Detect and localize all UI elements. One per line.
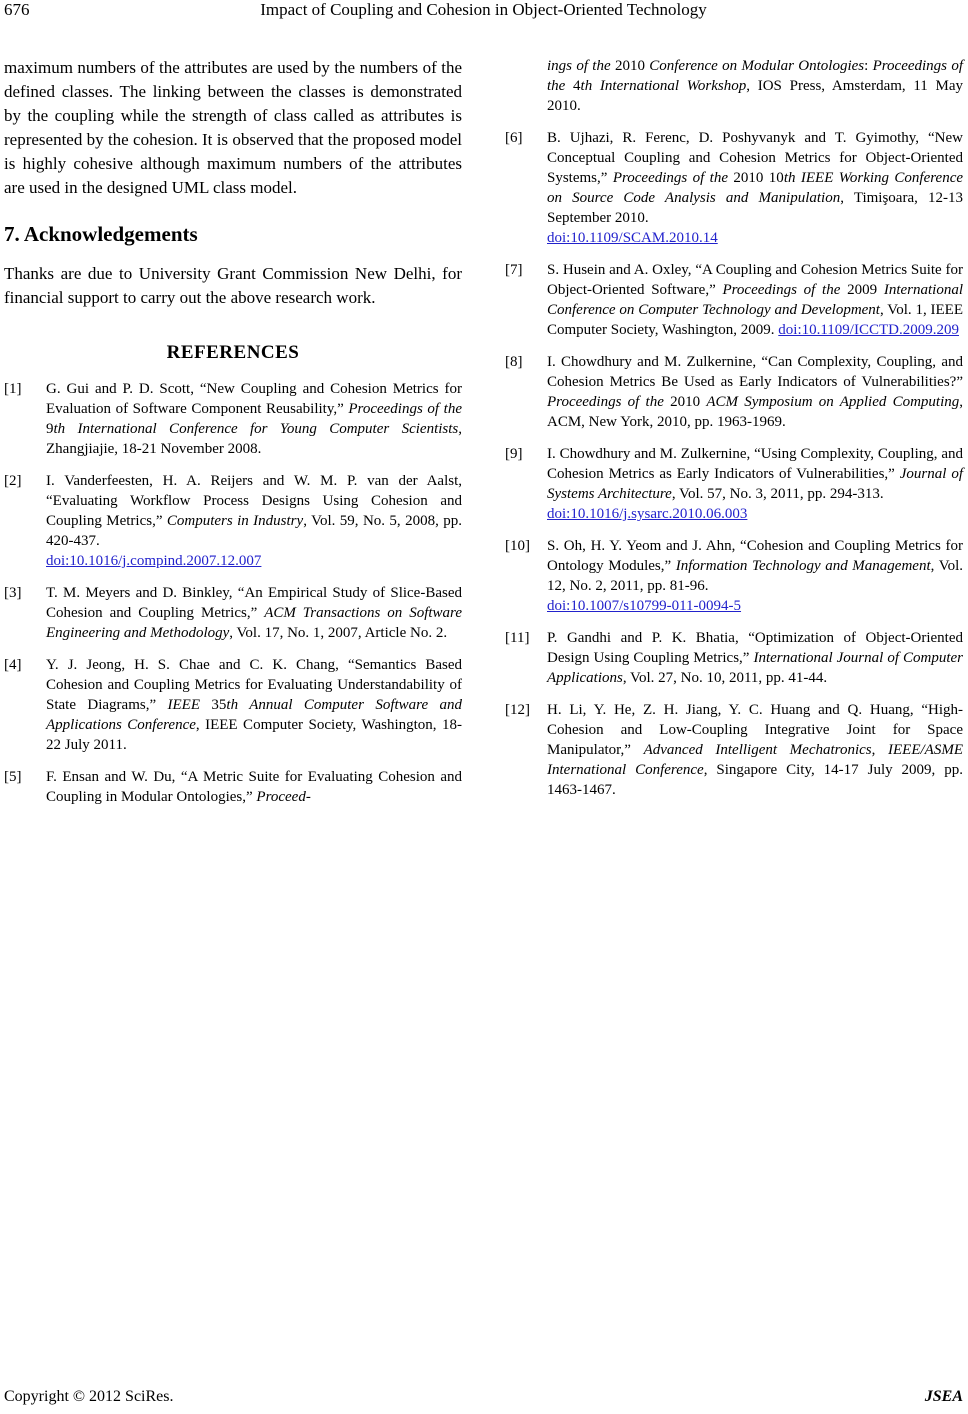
italic-text: IEEE/ASME International Conference	[547, 742, 963, 778]
plain-text: T. M. Meyers and D. Binkley, “An Empirical Study of Slice-Based Cohesion and Coupling Metrics,”	[46, 585, 462, 621]
plain-text: , IEEE Computer Society, Washington, 18-22 July 2011.	[46, 717, 462, 753]
reference-item	[4, 767, 462, 807]
italic-text: International Conference on Computer Technology and Development	[547, 282, 963, 318]
reference-text	[46, 379, 462, 459]
reference-text	[46, 471, 462, 571]
italic-text: th IEEE Working Conference on Source Code Analysis and Manipulation	[547, 170, 964, 206]
italic-text: Conference on Modular Ontologies	[649, 58, 865, 74]
plain-text: S. Oh, H. Y. Yeom and J. Ahn, “Cohesion and Coupling Metrics for Ontology Modules,”	[547, 538, 963, 574]
italic-text: Computers in Industry	[166, 513, 304, 529]
reference-item	[505, 260, 963, 340]
reference-item	[505, 536, 963, 616]
italic-text: IEEE	[167, 697, 212, 713]
reference-text	[547, 536, 963, 616]
plain-text: , Zhangjiajie, 18-21 November 2008.	[46, 421, 462, 457]
italic-text: ings of the	[547, 58, 615, 74]
plain-text: 2010	[614, 58, 650, 74]
plain-text: , Vol. 1, IEEE Computer Society, Washington, 2009.	[547, 302, 964, 338]
plain-text: , Vol. 12, No. 2, 2011, pp. 81-96.	[547, 558, 964, 594]
left-column	[4, 56, 462, 819]
reference-continuation	[505, 56, 963, 116]
plain-text: F. Ensan and W. Du, “A Metric Suite for Evaluating Cohesion and Coupling in Modular Ontologies,”	[46, 769, 462, 805]
plain-text: 2010	[670, 394, 707, 410]
reference-number: [11]	[505, 630, 530, 646]
doi-link[interactable]: doi:10.1016/j.compind.2007.12.007	[46, 553, 262, 569]
doi-link[interactable]: doi:10.1109/SCAM.2010.14	[547, 230, 718, 246]
reference-text	[46, 583, 462, 643]
italic-text: Proceedings of the	[348, 401, 462, 417]
plain-text: H. Li, Y. He, Z. H. Jiang, Y. C. Huang and Q. Huang, “High-Cohesion and Low-Coupling Integrative Joint for Space Manipulator,”	[547, 702, 963, 758]
plain-text: G. Gui and P. D. Scott, “New Coupling and Cohesion Metrics for Evaluation of Software Component Reusability,”	[46, 381, 462, 417]
plain-text: 4	[573, 78, 581, 94]
plain-text: , Vol. 17, No. 1, 2007, Article No. 2.	[229, 625, 448, 641]
reference-number: [3]	[4, 585, 22, 601]
reference-item	[505, 128, 963, 248]
running-title: Impact of Coupling and Cohesion in Object-Oriented Technology	[260, 0, 707, 19]
plain-text: , Vol. 57, No. 3, 2011, pp. 294-313.	[671, 486, 884, 502]
plain-text: , Timişoara, 12-13 September 2010.	[547, 190, 963, 226]
reference-number: [9]	[505, 446, 523, 462]
plain-text: :	[864, 58, 873, 74]
right-column	[505, 56, 963, 819]
reference-text	[547, 260, 963, 340]
reference-item	[505, 444, 963, 524]
intro-paragraph: maximum numbers of the attributes are used by the numbers of the defined classes. The linking between the classes is demonstrated by the coupling while the strength of class called as attributes is represented by the cohesion. It is observed that the proposed model is highly cohesive although maximum numbers of the attributes are used in the designed UML class model.	[4, 58, 462, 197]
acknowledgements-heading: 7. Acknowledgements	[4, 222, 198, 246]
reference-item	[4, 379, 462, 459]
plain-text: , Vol. 59, No. 5, 2008, pp. 420-437.	[46, 513, 462, 549]
italic-text: th International Conference for Young Computer Scientists	[53, 421, 459, 437]
italic-text: Proceed-	[256, 789, 311, 805]
italic-text: ACM Transactions on Software Engineering and Methodology	[46, 605, 462, 641]
italic-text: th International Workshop	[580, 78, 747, 94]
copyright-notice: Copyright © 2012 SciRes.	[4, 1388, 174, 1405]
references-list-left	[4, 379, 462, 807]
reference-number: [12]	[505, 702, 530, 718]
italic-text: Journal of Systems Architecture	[547, 466, 963, 502]
reference-text	[547, 444, 963, 524]
reference-number: [6]	[505, 130, 523, 146]
acknowledgements-paragraph: Thanks are due to University Grant Commission New Delhi, for financial support to carry out the above research work.	[4, 264, 462, 307]
reference-number: [8]	[505, 354, 523, 370]
reference-text	[547, 128, 963, 248]
plain-text: B. Ujhazi, R. Ferenc, D. Poshyvanyk and T. Gyimothy, “New Conceptual Coupling and Cohesion Metrics for Object-Oriented Systems,”	[547, 130, 963, 186]
plain-text: 35	[211, 697, 227, 713]
plain-text: , Singapore City, 14-17 July 2009, pp. 1463-1467.	[547, 762, 963, 798]
two-column-layout	[4, 56, 963, 819]
plain-text: , Vol. 27, No. 10, 2011, pp. 41-44.	[622, 670, 828, 686]
italic-text: International Journal of Computer Applications	[547, 650, 963, 686]
plain-text: I. Chowdhury and M. Zulkernine, “Using Complexity, Coupling, and Cohesion Metrics as Early Indicators of Vulnerabilities,”	[547, 446, 963, 482]
reference-text	[547, 628, 963, 688]
plain-text: , IOS Press, Amsterdam, 11 May 2010.	[547, 78, 964, 114]
reference-text	[46, 655, 462, 755]
reference-number: [1]	[4, 381, 22, 397]
plain-text: P. Gandhi and P. K. Bhatia, “Optimization of Object-Oriented Design Using Coupling Metrics,”	[547, 630, 963, 666]
reference-number: [2]	[4, 473, 22, 489]
italic-text: Proceedings of the	[612, 170, 734, 186]
plain-text: Y. J. Jeong, H. S. Chae and C. K. Chang, “Semantics Based Cohesion and Coupling Metrics for Evaluating Understandability of State Diagrams,”	[46, 657, 462, 713]
page-header	[4, 0, 963, 20]
plain-text: 2010 10	[733, 170, 784, 186]
italic-text: Proceedings of the	[547, 58, 963, 94]
reference-number: [5]	[4, 769, 22, 785]
page-footer	[4, 1387, 963, 1406]
plain-text: ,	[871, 742, 889, 758]
reference-number	[505, 56, 547, 116]
doi-link[interactable]: doi:10.1016/j.sysarc.2010.06.003	[547, 506, 748, 522]
reference-text	[547, 700, 963, 800]
reference-item	[505, 352, 963, 432]
reference-item	[4, 655, 462, 755]
plain-text: I. Chowdhury and M. Zulkernine, “Can Complexity, Coupling, and Cohesion Metrics Be Used as Early Indicators of Vulnerabilities?”	[547, 354, 963, 390]
italic-text: Advanced Intelligent Mechatronics	[643, 742, 872, 758]
italic-text: Proceedings of the	[547, 394, 671, 410]
reference-text	[547, 352, 963, 432]
reference-item	[505, 700, 963, 800]
plain-text: 2009	[847, 282, 884, 298]
reference-number: [10]	[505, 538, 530, 554]
italic-text: th Annual Computer Software and Applications Conference	[46, 697, 463, 733]
doi-link[interactable]: doi:10.1007/s10799-011-0094-5	[547, 598, 742, 614]
italic-text: Information Technology and Management	[675, 558, 931, 574]
page-number: 676	[4, 0, 30, 19]
plain-text: 9	[46, 421, 54, 437]
reference-item	[505, 628, 963, 688]
reference-text	[46, 767, 462, 807]
doi-link[interactable]: doi:10.1109/ICCTD.2009.209	[778, 322, 959, 338]
plain-text: , ACM, New York, 2010, pp. 1963-1969.	[547, 394, 964, 430]
references-heading: REFERENCES	[166, 342, 300, 363]
plain-text: I. Vanderfeesten, H. A. Reijers and W. M. P. van der Aalst, “Evaluating Workflow Process Designs Using Cohesion and Coupling Metrics,”	[46, 473, 462, 529]
italic-text: Proceedings of the	[722, 282, 848, 298]
reference-text	[547, 56, 963, 116]
journal-abbreviation: JSEA	[924, 1388, 963, 1405]
plain-text: S. Husein and A. Oxley, “A Coupling and Cohesion Metrics Suite for Object-Oriented Software,”	[547, 262, 963, 298]
reference-number: [4]	[4, 657, 22, 673]
reference-number: [7]	[505, 262, 523, 278]
reference-item	[4, 471, 462, 571]
reference-item	[4, 583, 462, 643]
references-list-right	[505, 56, 963, 800]
italic-text: ACM Symposium on Applied Computing	[706, 394, 960, 410]
